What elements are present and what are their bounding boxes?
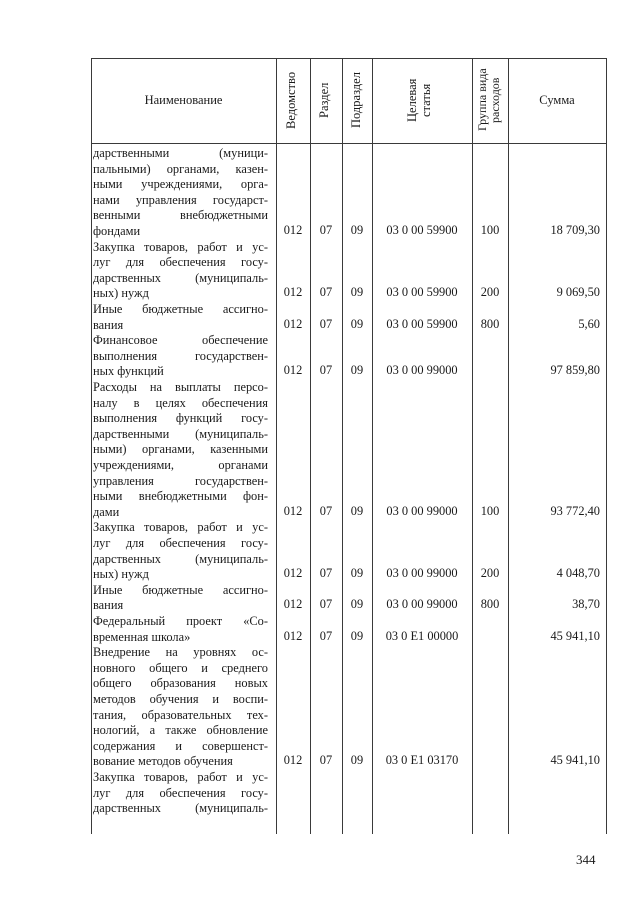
- cell-gruppa: 100: [480, 503, 500, 518]
- row-name-line: содержания и совершенст-: [93, 738, 268, 753]
- cell-razdel: 07: [319, 503, 333, 518]
- cell-ved: 012: [283, 363, 303, 378]
- row-name-line: фондами: [93, 223, 141, 238]
- row-name-line: ными внебюджетными фон-: [93, 489, 268, 504]
- cell-ved: 012: [283, 503, 303, 518]
- row-name-line: нами управления государст-: [93, 192, 268, 207]
- cell-podrazdel: 09: [350, 628, 364, 643]
- cell-razdel: 07: [319, 223, 333, 237]
- row-name: [93, 583, 268, 614]
- row-name-line: ных функций: [93, 364, 164, 379]
- cell-summa: 18 709,30: [550, 223, 600, 237]
- row-name-line: луг для обеспечения госу-: [93, 255, 268, 270]
- row-name-line: Иные бюджетные ассигно-: [93, 302, 268, 316]
- row-name-line: Федеральный проект «Со-: [93, 614, 268, 628]
- cell-gruppa: 200: [480, 566, 500, 581]
- header-vedomstvo: Ведомство: [284, 71, 298, 129]
- row-name-line: дарственных (муниципаль-: [93, 801, 268, 816]
- cell-gruppa: 800: [480, 316, 500, 331]
- cell-celevaya: 03 0 00 99000: [386, 566, 458, 581]
- row-name-line: ными) органами, казенными: [93, 442, 268, 457]
- row-name-line: методов обучения и воспи-: [93, 691, 268, 706]
- row-name-line: Внедрение на уровнях ос-: [93, 645, 268, 660]
- cell-podrazdel: 09: [350, 503, 364, 518]
- header-gruppa: [476, 62, 506, 138]
- row-name-line: дарственными (муниципаль-: [93, 426, 268, 441]
- row-name-line: вания: [93, 317, 124, 332]
- col-divider: [276, 58, 277, 834]
- row-name-line: вания: [93, 598, 124, 613]
- row-name-line: Иные бюджетные ассигно-: [93, 582, 268, 597]
- row-name-line: налу в целях обеспечения: [93, 395, 268, 410]
- row-name-line: ных) нужд: [93, 286, 149, 301]
- cell-summa: 97 859,80: [550, 363, 600, 378]
- row-name-line: нологий, а также обновление: [93, 723, 268, 738]
- cell-celevaya: 03 0 00 59900: [386, 223, 458, 237]
- row-name-line: дарственных (муниципаль-: [93, 551, 268, 566]
- row-name-line: общего образования новых: [93, 676, 268, 691]
- col-divider: [342, 58, 343, 834]
- row-name-line: новного общего и среднего: [93, 660, 268, 675]
- cell-razdel: 07: [319, 285, 333, 300]
- header-gruppa-line2: расходов: [488, 77, 502, 123]
- cell-razdel: 07: [319, 363, 333, 378]
- row-name: [93, 146, 268, 240]
- cell-razdel: 07: [319, 597, 333, 612]
- cell-gruppa: 200: [480, 285, 500, 300]
- page-number: 344: [576, 852, 596, 867]
- header-divider: [91, 143, 606, 144]
- cell-summa: 9 069,50: [556, 285, 600, 300]
- row-name: [93, 302, 268, 333]
- row-name: [93, 333, 268, 380]
- cell-razdel: 07: [319, 753, 333, 768]
- cell-ved: 012: [283, 753, 303, 768]
- header-celevaya-line2: статья: [419, 83, 433, 117]
- row-name-line: ными учреждениями, орга-: [93, 177, 268, 192]
- header-podrazdel: Подраздел: [349, 72, 363, 128]
- row-name: [93, 240, 268, 302]
- cell-gruppa: 800: [480, 597, 500, 612]
- cell-ved: 012: [283, 566, 303, 581]
- cell-podrazdel: 09: [350, 223, 364, 237]
- cell-celevaya: 03 0 E1 00000: [385, 628, 459, 643]
- cell-razdel: 07: [319, 628, 333, 643]
- cell-summa: 45 941,10: [550, 628, 600, 643]
- row-name-line: вование методов обучения: [93, 754, 233, 769]
- row-name-line: Закупка товаров, работ и ус-: [93, 770, 268, 784]
- cell-ved: 012: [283, 628, 303, 643]
- cell-celevaya: 03 0 00 99000: [386, 363, 458, 378]
- table-border-left: [91, 58, 92, 834]
- row-name-line: учреждениями, органами: [93, 457, 268, 472]
- col-divider: [508, 58, 509, 834]
- header-celevaya: [405, 64, 439, 136]
- row-name-line: выполнения функций госу-: [93, 411, 268, 426]
- row-name-line: выполнения государствен-: [93, 348, 268, 363]
- row-name-line: луг для обеспечения госу-: [93, 785, 268, 800]
- cell-celevaya: 03 0 00 99000: [386, 503, 458, 518]
- row-name-line: дарственными (муници-: [93, 146, 268, 160]
- cell-summa: 45 941,10: [550, 753, 600, 768]
- header-razdel: Раздел: [317, 82, 331, 118]
- row-name-line: дарственных (муниципаль-: [93, 270, 268, 285]
- cell-celevaya: 03 0 00 99000: [386, 597, 458, 612]
- header-summa: Сумма: [539, 93, 575, 107]
- row-name: [93, 380, 268, 520]
- row-name-line: луг для обеспечения госу-: [93, 535, 268, 550]
- cell-summa: 4 048,70: [556, 566, 600, 581]
- cell-ved: 012: [283, 223, 303, 237]
- table-border-right: [606, 58, 607, 834]
- cell-celevaya: 03 0 E1 03170: [385, 753, 459, 768]
- row-name: [93, 520, 268, 582]
- row-name: [93, 645, 268, 770]
- col-divider: [310, 58, 311, 834]
- row-name-line: Закупка товаров, работ и ус-: [93, 520, 268, 535]
- cell-podrazdel: 09: [350, 597, 364, 612]
- cell-razdel: 07: [319, 566, 333, 581]
- cell-podrazdel: 09: [350, 566, 364, 581]
- row-name-line: тания, образовательных тех-: [93, 707, 268, 722]
- row-name: [93, 614, 268, 645]
- cell-summa: 93 772,40: [550, 503, 600, 518]
- header-gruppa-line1: Группа вида: [475, 68, 489, 132]
- cell-podrazdel: 09: [350, 753, 364, 768]
- cell-ved: 012: [283, 597, 303, 612]
- cell-gruppa: 100: [480, 223, 500, 237]
- cell-celevaya: 03 0 00 59900: [386, 285, 458, 300]
- row-name-line: дами: [93, 504, 120, 519]
- row-name: [93, 770, 268, 817]
- cell-ved: 012: [283, 316, 303, 331]
- cell-summa: 5,60: [578, 316, 600, 331]
- cell-summa: 38,70: [572, 597, 600, 612]
- cell-celevaya: 03 0 00 59900: [386, 316, 458, 331]
- row-name-line: венными внебюджетными: [93, 208, 268, 223]
- cell-ved: 012: [283, 285, 303, 300]
- col-divider: [372, 58, 373, 834]
- header-name: Наименование: [144, 93, 223, 107]
- row-name-line: Закупка товаров, работ и ус-: [93, 239, 268, 254]
- row-name-line: Финансовое обеспечение: [93, 333, 268, 348]
- row-name-line: Расходы на выплаты персо-: [93, 380, 268, 394]
- row-name-line: пальными) органами, казен-: [93, 161, 268, 176]
- cell-podrazdel: 09: [350, 316, 364, 331]
- row-name-line: управления государствен-: [93, 473, 268, 488]
- cell-podrazdel: 09: [350, 285, 364, 300]
- cell-podrazdel: 09: [350, 363, 364, 378]
- table-border-top: [91, 58, 606, 59]
- header-celevaya-line1: Целевая: [405, 78, 419, 122]
- col-divider: [472, 58, 473, 834]
- cell-razdel: 07: [319, 316, 333, 331]
- row-name-line: временная школа»: [93, 629, 191, 644]
- row-name-line: ных) нужд: [93, 567, 149, 582]
